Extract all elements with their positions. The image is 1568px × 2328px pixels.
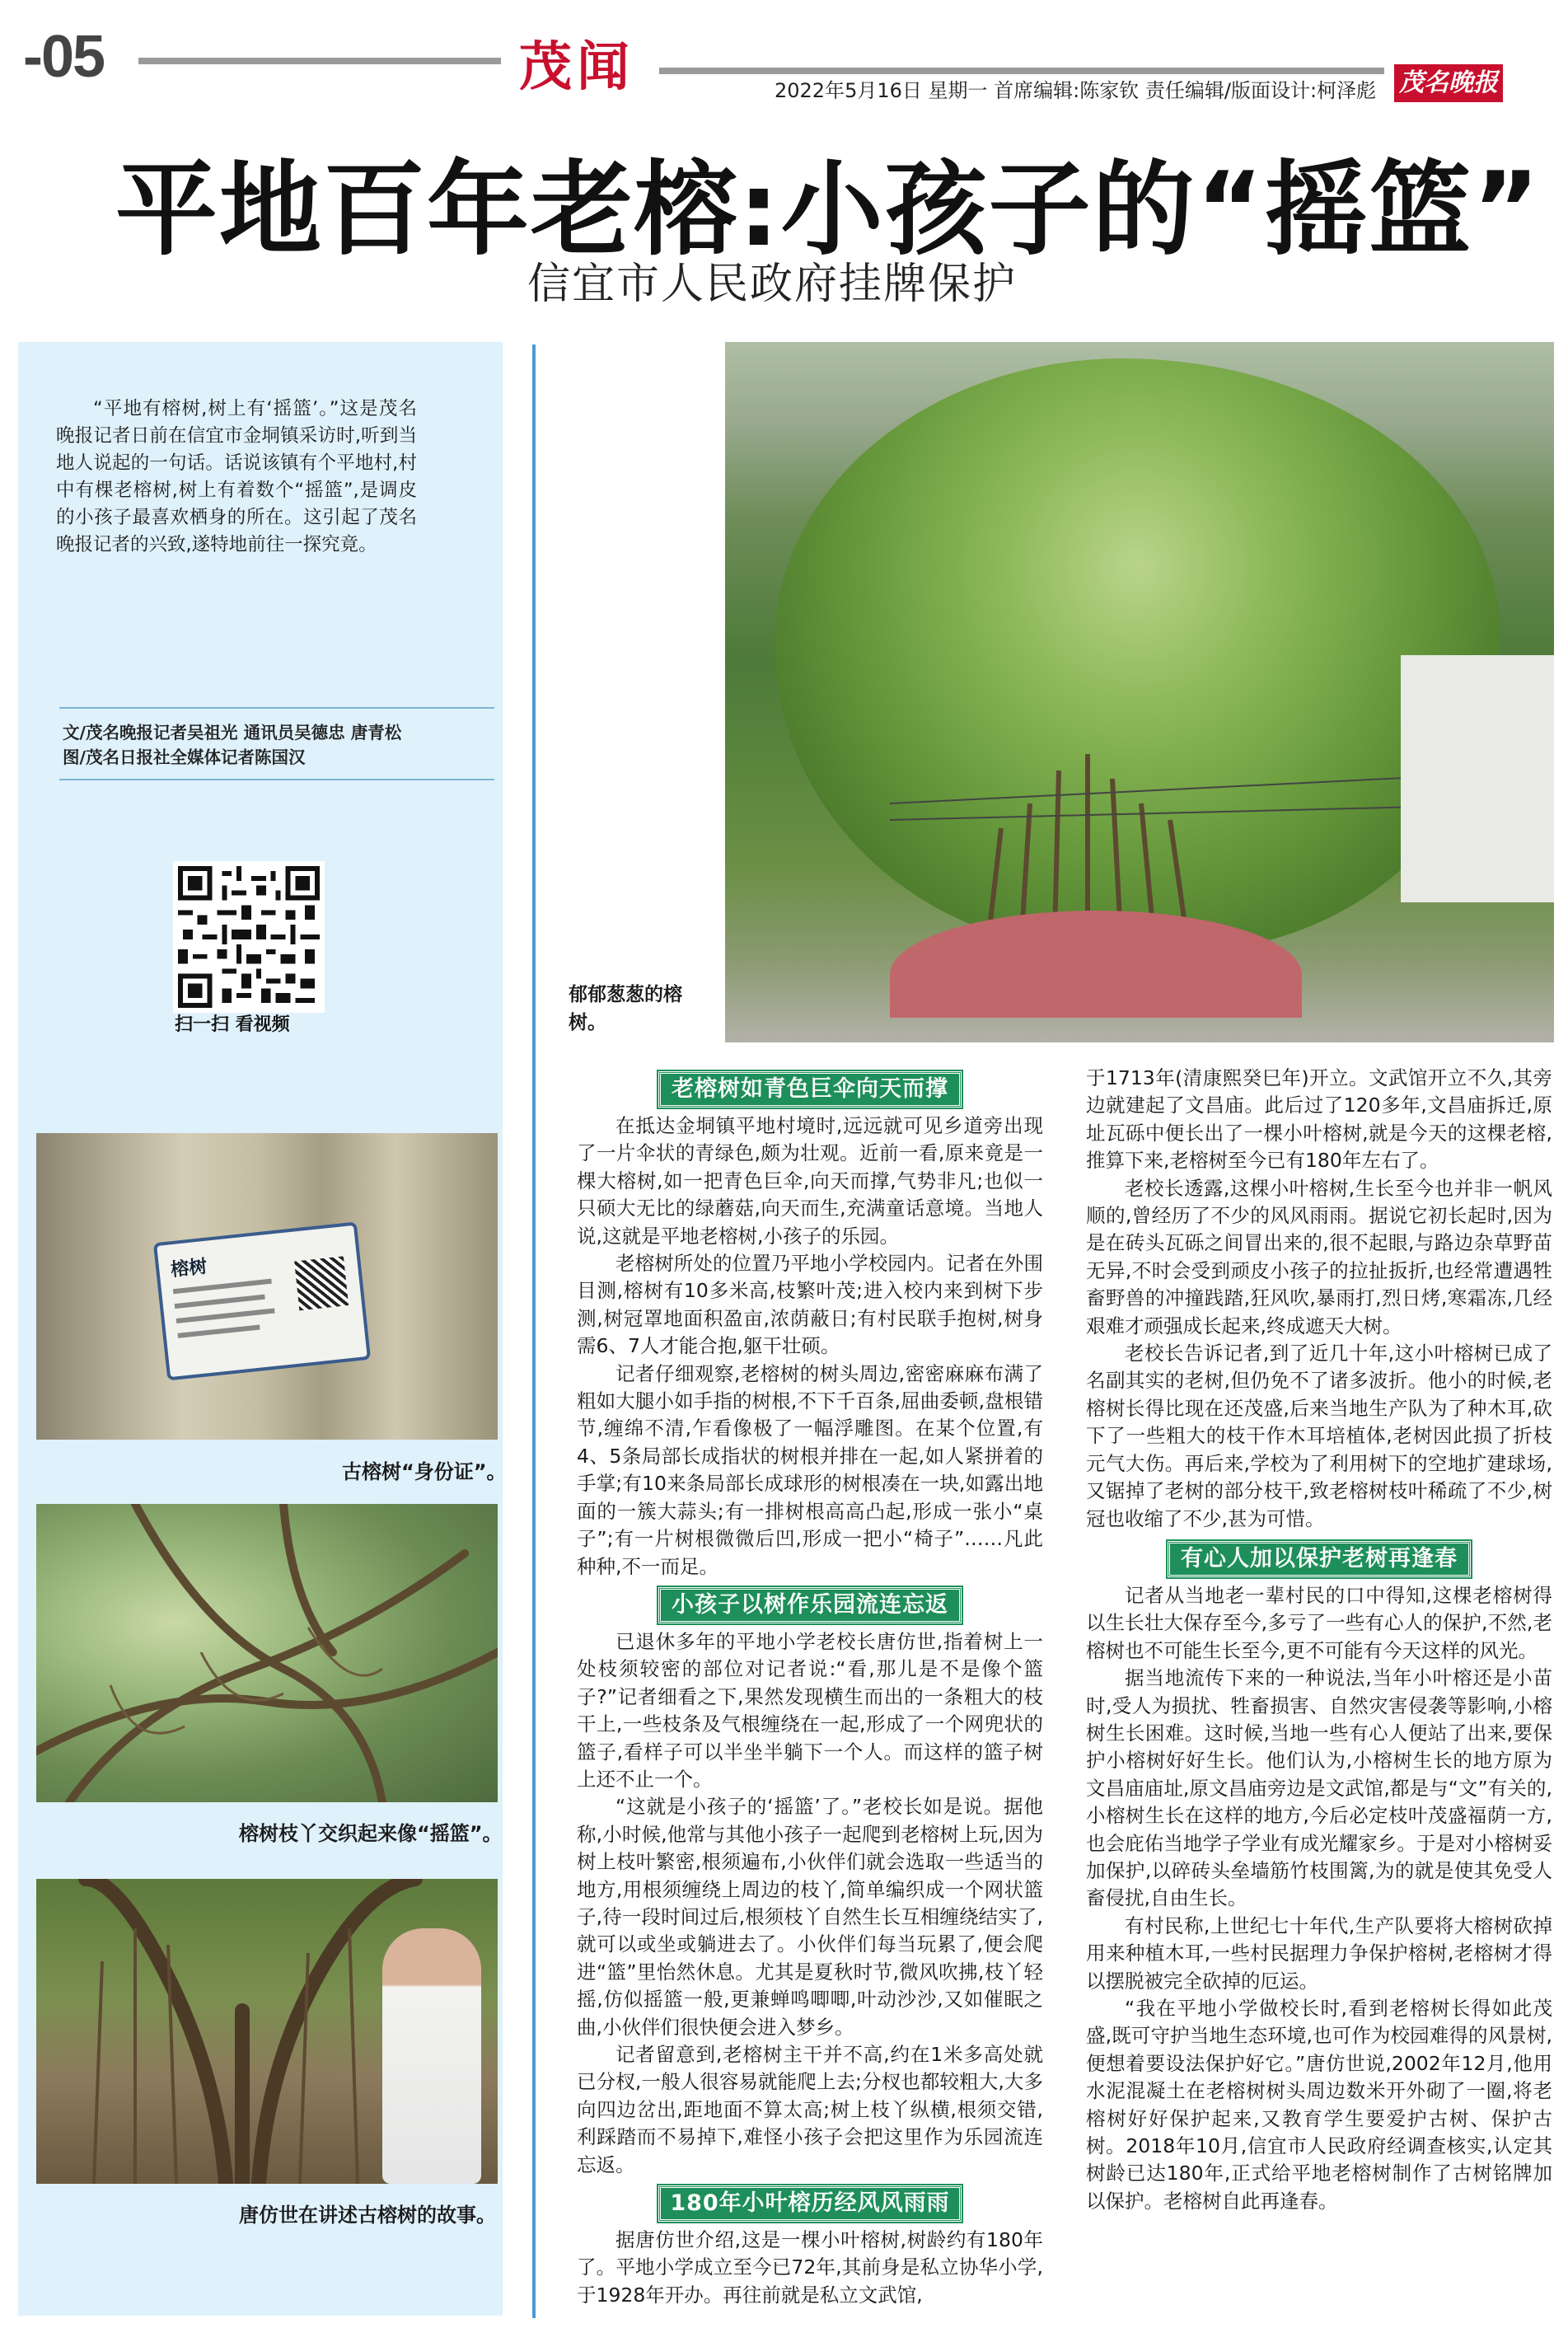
paragraph: 据唐仿世介绍,这是一棵小叶榕树,树龄约有180年了。平地小学成立至今已72年,其前身是私立协华小学,于1928年开办。再往前就是私立文武馆, — [577, 2228, 1043, 2307]
paragraph: 据当地流传下来的一种说法,当年小叶榕还是小苗时,受人为损扰、牲畜损害、自然灾害侵袭等影响,小榕树生长困难。这时候,当地一些有心人便站了出来,要保护小榕树好好生长。他们认为,小榕树生长的地方原为文昌庙庙址,原文昌庙旁边是文武馆,都是与“文”有关的,小榕树生长在这样的地方,今后必定枝叶茂盛福荫一方,也会庇佑当地学子学业有成光耀家乡。于是对小榕树妥加保护,以碎砖头垒墙筋竹枝围篱,为的就是使其免受人畜侵扰,自由生长。 — [1086, 1666, 1552, 1910]
tree-sign-line — [175, 1295, 265, 1309]
tree-sign-title: 榕树 — [170, 1256, 208, 1281]
date-editor-line: 2022年5月16日 星期一 首席编辑:陈家钦 责任编辑/版面设计:柯泽彪 — [775, 79, 1377, 102]
subhead-1: 老榕树如青色巨伞向天而撑 — [658, 1071, 962, 1108]
paragraph: “我在平地小学做校长时,看到老榕树长得如此茂盛,既可守护当地生态环境,也可作为校园难得的风景树,便想着要设法保护好它。”唐仿世说,2002年12月,他用水泥混凝土在老榕树树头周边数米开外砌了一圈,将老榕树好好保护起来,又教育学生要爱护古树、保护古树。2018年10月,信宜市人民政府经调查核实,认定其树龄已达180年,正式给平地老榕树制作了古树铭牌加以保护。老榕树自此再逢春。 — [1086, 1997, 1552, 2213]
paragraph-continued: 于1713年(清康熙癸巳年)开立。文武馆开立不久,其旁边就建起了文昌庙。此后过了120多年,文昌庙拆迁,原址瓦砾中便长出了一棵小叶榕树,就是今天的这棵老榕,推算下来,老榕树至今已有180年左右了。 — [1086, 1066, 1552, 1173]
person-tang-fangshi — [382, 1928, 481, 2184]
byline-photo: 图/茂名日报社全媒体记者陈国汉 — [63, 747, 306, 767]
tree-id-sign — [153, 1221, 371, 1380]
subhead-2: 小孩子以树作乐园流连忘返 — [658, 1587, 962, 1623]
caption-principal: 唐仿世在讲述古榕树的故事。 — [239, 2204, 496, 2227]
subtitle: 信宜市人民政府挂牌保护 — [527, 260, 1018, 309]
paragraph: 在抵达金垌镇平地村境时,远远就可见乡道旁出现了一片伞状的青绿色,颇为壮观。近前一看,原来竟是一棵大榕树,如一把青色巨伞,向天而撑,气势非凡;也似一只硕大无比的绿蘑菇,向天而生,充满童话意境。当地人说,这就是平地老榕树,小孩子的乐园。 — [577, 1114, 1043, 1248]
article-column-right — [1086, 1065, 1552, 2215]
photo-principal-tang — [36, 1879, 498, 2184]
caption-tree-id: 古榕树“身份证”。 — [342, 1460, 507, 1483]
caption-cradle: 榕树枝丫交织起来像“摇篮”。 — [239, 1822, 503, 1845]
paragraph: 记者仔细观察,老榕树的树头周边,密密麻麻布满了粗如大腿小如手指的树根,不下千百条,屈曲委顿,盘根错节,缠绵不清,乍看像极了一幅浮雕图。在某个位置,有4、5条局部长成指状的树根并排在一起,如人紧拼着的手掌;有10来条局部长成球形的树根凑在一块,如露出地面的一簇大蒜头;有一排树根高高凸起,形成一张小“桌子”;有一片树根微微后凹,形成一把小“椅子”……凡此种种,不一而足。 — [577, 1361, 1043, 1578]
photo-banyan-tree — [725, 342, 1554, 1042]
tree-sign-line — [176, 1308, 275, 1323]
photo-tree-id-sign — [36, 1133, 498, 1440]
qr-caption: 扫一扫 看视频 — [175, 1014, 290, 1035]
paragraph: 已退休多年的平地小学老校长唐仿世,指着树上一处枝须较密的部位对记者说:“看,那儿是不是像个篮子?”记者细看之下,果然发现横生而出的一条粗大的枝干上,一些枝条及气根缠绕在一起,形成了一个网兜状的篮子,看样子可以半坐半躺下一个人。而这样的篮子树上还不止一个。 — [577, 1629, 1043, 1791]
article-column-left — [577, 1071, 1043, 2309]
column-divider — [532, 344, 536, 2318]
byline-text: 文/茂名晚报记者吴祖光 通讯员吴德忠 唐青松 — [63, 723, 402, 742]
masthead-logo: 茂名晚报 — [1394, 64, 1503, 102]
sidebar-divider-bottom — [59, 779, 494, 780]
caption-main-photo: 郁郁葱葱的榕树。 — [569, 984, 682, 1033]
tree-sign-line — [173, 1279, 272, 1295]
paragraph: 老校长透露,这棵小叶榕树,生长至今也并非一帆风顺的,曾经历了不少的风风雨雨。据说它初长起时,因为是在砖头瓦砾之间冒出来的,很不起眼,与路边杂草野苗无异,不时会受到顽皮小孩子的拉扯扳折,也经常遭遇牲畜野兽的冲撞践踏,狂风吹,暴雨打,烈日烤,寒霜冻,几经艰难才顽强成长起来,终成遮天大树。 — [1086, 1176, 1552, 1337]
paragraph: 记者从当地老一辈村民的口中得知,这棵老榕树得以生长壮大保存至今,多亏了一些有心人的保护,不然,老榕树也不可能生长至今,更不可能有今天这样的风光。 — [1086, 1583, 1552, 1662]
paragraph: 记者留意到,老榕树主干并不高,约在1米多高处就已分杈,一般人很容易就能爬上去;分杈也都较粗大,大多向四边岔出,距地面不算太高;树上枝丫纵横,根须交错,利踩踏而不易掉下,难怪小孩子会把这里作为乐园流连忘返。 — [577, 2043, 1043, 2176]
paragraph: 老榕树所处的位置乃平地小学校园内。记者在外围目测,榕树有10多米高,枝繁叶茂;进入校内来到树下步测,树冠罩地面积盈亩,浓荫蔽日;有村民联手抱树,树身需6、7人才能合抱,躯干壮硕。 — [577, 1252, 1043, 1358]
paragraph: 有村民称,上世纪七十年代,生产队要将大榕树砍掉用来种植木耳,一些村民据理力争保护榕树,老榕树才得以摆脱被完全砍掉的厄运。 — [1086, 1913, 1552, 1993]
photo-branches-cradle — [36, 1504, 498, 1802]
tree-sign-qr-icon — [294, 1256, 349, 1310]
header-rule-left — [138, 58, 501, 64]
headline: 平地百年老榕:小孩子的“摇篮” — [115, 151, 1542, 269]
intro-paragraph: “平地有榕树,树上有‘摇篮’。”这是茂名晚报记者日前在信宜市金垌镇采访时,听到当地人说起的一句话。话说该镇有个平地村,村中有棵老榕树,树上有着数个“摇篮”,是调皮的小孩子最喜欢栖身的所在。这引起了茂名晚报记者的兴致,遂特地前往一探究竟。 — [56, 398, 417, 555]
branches-illustration — [36, 1504, 498, 1802]
section-tag: 茂闻 — [519, 36, 634, 98]
byline — [63, 720, 491, 770]
subhead-3: 180年小叶榕历经风风雨雨 — [658, 2185, 962, 2222]
sidebar-divider-top — [59, 707, 494, 709]
school-building — [1401, 655, 1554, 902]
subhead-4: 有心人加以保护老树再逢春 — [1168, 1541, 1471, 1577]
tree-sign-line — [178, 1324, 260, 1337]
paragraph: “这就是小孩子的‘摇篮’了。”老校长如是说。据他称,小时候,他常与其他小孩子一起爬到老榕树上玩,因为树上枝叶繁密,根须遍布,小伙伴们就会选取一些适当的地方,用根须缠绕上周边的枝丫,简单编织成一个网状篮子,待一段时间过后,根须枝丫自然生长互相缠绕结实了,就可以或坐或躺进去了。小伙伴们每当玩累了,便会爬进“篮”里怡然休息。尤其是夏秋时节,微风吹拂,枝丫轻摇,仿似摇篮一般,更兼蝉鸣唧唧,叶动沙沙,又如催眠之曲,小伙伴们很快便会进入梦乡。 — [577, 1795, 1043, 2039]
qr-code[interactable] — [173, 861, 325, 1013]
page-number: -05 — [23, 24, 105, 90]
paragraph: 老校长告诉记者,到了近几十年,这小叶榕树已成了名副其实的老树,但仍免不了诸多波折。他小的时候,老榕树长得比现在还茂盛,后来当地生产队为了种木耳,砍下了一些粗大的枝干作木耳培植体,老树因此损了折枝元气大伤。再后来,学校为了利用树下的空地扩建球场,又锯掉了老树的部分枝干,致老榕树枝叶稀疏了不少,树冠也收缩了不少,甚为可惜。 — [1086, 1342, 1552, 1530]
